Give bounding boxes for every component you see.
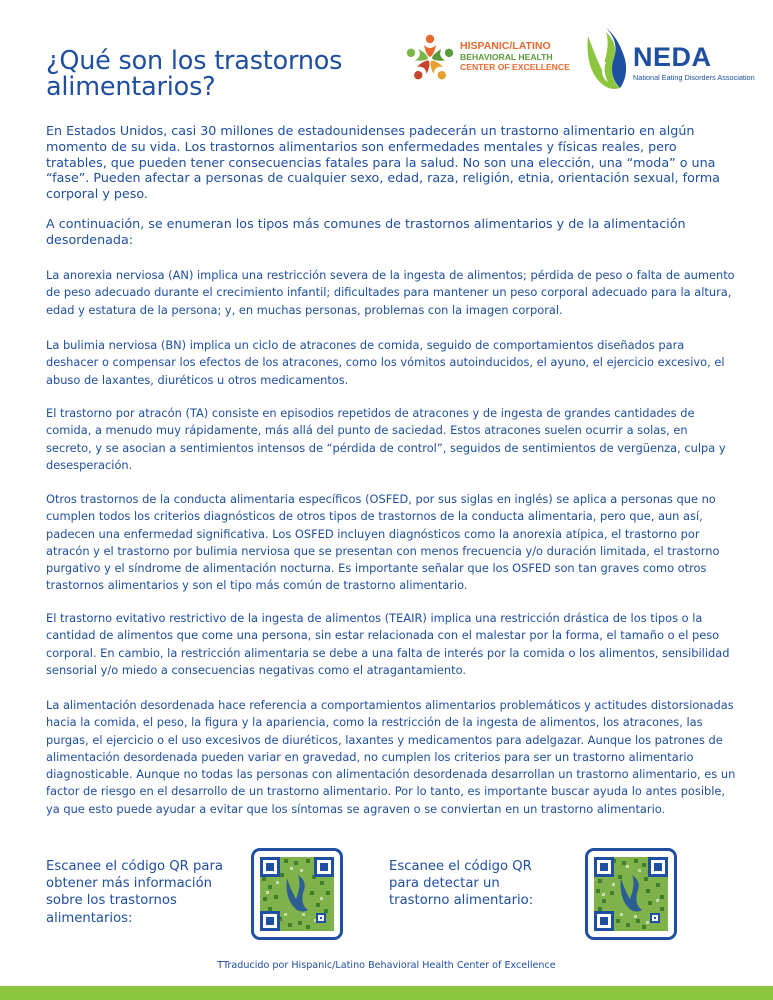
neda-logo: [584, 22, 754, 94]
qr-screening-caption: Escanee el código QR para detectar un trastorno alimentario:: [389, 859, 534, 909]
logo-line-3: CENTER OF EXCELLENCE: [460, 62, 570, 72]
disordered-eating: La alimentación desordenada hace referencia a comportamientos alimentarios problemáticos y actitudes distorsionadas hacia la comida, el peso, la figura y la apariencia, como la restricción de la ingesta de alimentos, los atracones, las purgas, el ejercicio o el uso excesivos de diuréticos, laxantes y medicamentos para adelgazar. Aunque los patrones de alimentación desordenada pueden variar en gravedad, no cumplen los criterios para ser un trastorno alimentario diagnosticable. Aunque no todas las personas con alimentación desordenada desarrollan un trastorno alimentario, es un factor de riesgo en el desarrollo de un trastorno alimentario. Por lo tanto, es importante buscar ayuda lo antes posible, ya que esto puede ayudar a evitar que los síntomas se agraven o se conviertan en un trastorno alimentario.: [46, 698, 736, 816]
finder-pattern-tl: [594, 857, 614, 877]
disorder-anorexia: La anorexia nerviosa (AN) implica una restricción severa de la ingesta de alimentos; pérdida de peso o falta de aumento de peso adecuado durante el crecimiento infantil; dificultades para mantener un peso corporal adecuado para la altura, edad y estatura de la persona; y, en muchas personas, problemas con la imagen corporal.: [46, 268, 735, 317]
logo-line-2: BEHAVIORAL HEALTH: [460, 52, 553, 62]
hispanic-latino-bh-logo-text: [460, 41, 570, 72]
page-title-line-1: ¿Qué son los trastornos: [46, 46, 343, 76]
finder-pattern-bl: [260, 911, 280, 931]
qr-code-info-graphic: [254, 851, 340, 937]
finder-pattern-bl: [594, 911, 614, 931]
finder-pattern-tr: [648, 857, 668, 877]
neda-swirl-icon: [584, 22, 630, 94]
page-title: [46, 48, 406, 100]
translation-credit: TTraducido por Hispanic/Latino Behavioral Health Center of Excellence: [217, 960, 556, 971]
alignment-pattern: [650, 913, 660, 923]
alignment-pattern: [316, 913, 326, 923]
qr-code-screening-graphic: [588, 851, 674, 937]
logo-line-1: HISPANIC/LATINO: [460, 40, 551, 52]
qr-code-info[interactable]: [251, 848, 343, 940]
disorder-osfed: Otros trastornos de la conducta alimentaria específicos (OSFED, por sus siglas en inglés) se aplica a personas que no cumplen todos los criterios diagnósticos de otros tipos de trastornos de la conducta alimentaria, pero que, aun así, padecen una enfermedad significativa. Los OSFED incluyen diagnósticos como la anorexia atípica, el trastorno por atracón y el trastorno por bulimia nerviosa que se presentan con menos frecuencia y/o duración limitada, el trastorno purgativo y el síndrome de alimentación nocturna. Es importante señalar que los OSFED son tan graves como otros trastornos alimentarios y son el tipo más común de trastorno alimentario.: [46, 492, 720, 593]
people-circle-icon: [402, 30, 458, 88]
finder-pattern-tl: [260, 857, 280, 877]
qr-code-screening[interactable]: [585, 848, 677, 940]
page-title-line-2: alimentarios?: [46, 72, 216, 102]
neda-tagline: National Eating Disorders Association: [633, 73, 755, 82]
neda-wordmark: NEDA: [633, 42, 712, 72]
disorder-binge-eating: El trastorno por atracón (TA) consiste en episodios repetidos de atracones y de ingesta de grandes cantidades de comida, a menudo muy rápidamente, más allá del punto de saciedad. Estos atracones suelen ocurrir a solas, en secreto, y se asocian a sentimientos intensos de “pérdida de control”, seguidos de sentimientos de vergüenza, culpa y desesperación.: [46, 406, 726, 472]
intro-list-heading: A continuación, se enumeran los tipos más comunes de trastornos alimentarios y de la alimentación desordenada:: [46, 216, 686, 247]
qr-info-caption: Escanee el código QR para obtener más información sobre los trastornos alimentarios:: [46, 859, 223, 926]
intro-paragraph: En Estados Unidos, casi 30 millones de estadounidenses padecerán un trastorno alimentario en algún momento de su vida. Los trastornos alimentarios son enfermedades mentales y físicas reales, pero tratables, que pueden tener consecuencias fatales para la salud. No son una elección, una “moda” o una “fase”. Pueden afectar a personas de cualquier sexo, edad, raza, religión, etnia, orientación sexual, forma corporal y peso.: [46, 123, 720, 202]
disorder-arfid: El trastorno evitativo restrictivo de la ingesta de alimentos (TEAIR) implica una restricción drástica de los tipos o la cantidad de alimentos que come una persona, sin estar relacionada con el malestar por la forma, el tamaño o el peso corporal. En cambio, la restricción alimentaria se debe a una falta de interés por la comida o los alimentos, sensibilidad sensorial y/o miedo a consecuencias negativas como el atragantamiento.: [46, 611, 730, 677]
finder-pattern-tr: [314, 857, 334, 877]
footer-bar: [0, 986, 773, 1000]
hispanic-latino-bh-logo: [402, 30, 572, 88]
disorder-bulimia: La bulimia nerviosa (BN) implica un ciclo de atracones de comida, seguido de comportamientos diseñados para deshacer o compensar los efectos de los atracones, como los vómitos autoinducidos, el ayuno, el ejercicio excesivo, el abuso de laxantes, diuréticos u otros medicamentos.: [46, 338, 725, 387]
